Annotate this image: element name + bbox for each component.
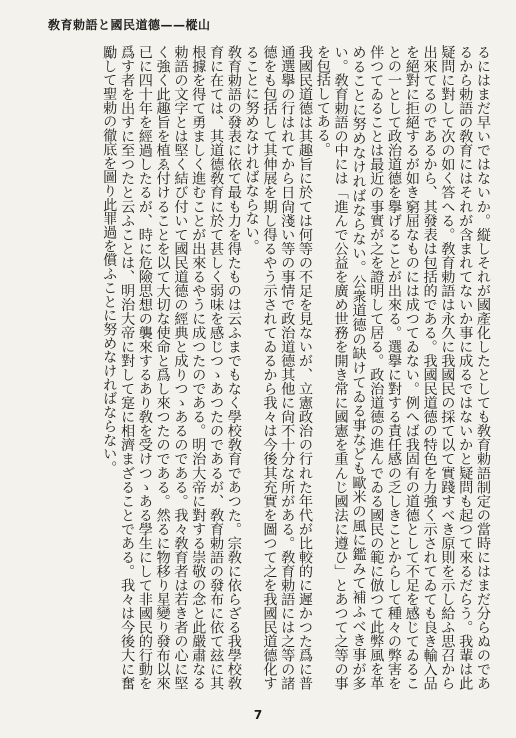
page-number: 7 xyxy=(253,708,263,722)
running-head: 敎育勅語と國民道德——樅山 xyxy=(48,18,211,32)
paragraph: 我國民道德は其趣旨に於ては何等の不足を見ないが、立憲政治の行れた年代が比較的に遲かつた爲に普通選擧の行はれてから日尙淺い等の事情で政治道德其他に尙不十分な所がある。敎育勅語には之等の諸德をも包括して其伸展を期し得るやう示されてゐるから我々は今後其充實を圖つて之を我國民道德化することに努めなければならない。 xyxy=(243,45,314,690)
body-text xyxy=(70,45,491,690)
paragraph: 敎育勅語の發表に依て最も力を得たものは云ふまでもなく學校敎育であつた。宗敎に依らざる我學校敎育に在ては、其道德敎育に於て甚しく弱味を感じつゝあつたのであるが、敎育勅語の發布に依て玆に其根據を得て勇ましく進むことが出來るやうに成つたのである。明治大帝に對する崇敬の念と此嚴肅なる勅語の文字とは堅く結び付いて國民道德の經典と成りつゝあるのである。我々敎育者は若き者の心に堅く強く此趣旨を植ゑ付けることを以て大切な使命と爲し來つたのである。然るに物移り星變り發布以來已に四十年を經過したるが、時に危險思想の襲來するあり敎を受けつゝある學生にして非國民的行動を爲す者を出すに至つたと云ふことは、明治大帝に對して寔に相濟まざることである。我々は今後大に奮勵して聖勅の徹底を圖り此罪過を償ふことに努めなければならない。 xyxy=(101,45,242,690)
paragraph: るにはまだ早いではないか。縦しそれが國產化したとしても敎育勅語制定の當時にはまだ分らぬのであるから勅語の敎育にはそれが含まれてないか事に成るではないかと疑問も起つて來るだらう。我輩は此疑問に對して次の如く答へる。敎育勅語は永久に我國民の採て以て實踐すべき原則を示し給ふ思召から出來てるのであるから、其發表は包括的である。我國民道德の特色を力強く示されてゐても良き輸入品を絕對に拒絕するが如き窮屈なものには成つてゐない。例へば我固有の道德として不足を感じてゐることの一として政治道德を擧げることが出來る。選擧に對する責任感の乏しきことからして種々の弊害を伴つてゐることは最近の事實が之を證明して居る。政治道德の進んでゐる國民の範に倣つて此弊風を革めることに努めなければならない。公衆道德の缺けてゐる事なども歐米の風に鑑みて補ふべき事が多い。敎育勅語の中には「進んで公益を廣め世務を開き常に國憲を重んじ國法に遵ひ」とあつて之等の事を包括してある。 xyxy=(314,45,491,690)
